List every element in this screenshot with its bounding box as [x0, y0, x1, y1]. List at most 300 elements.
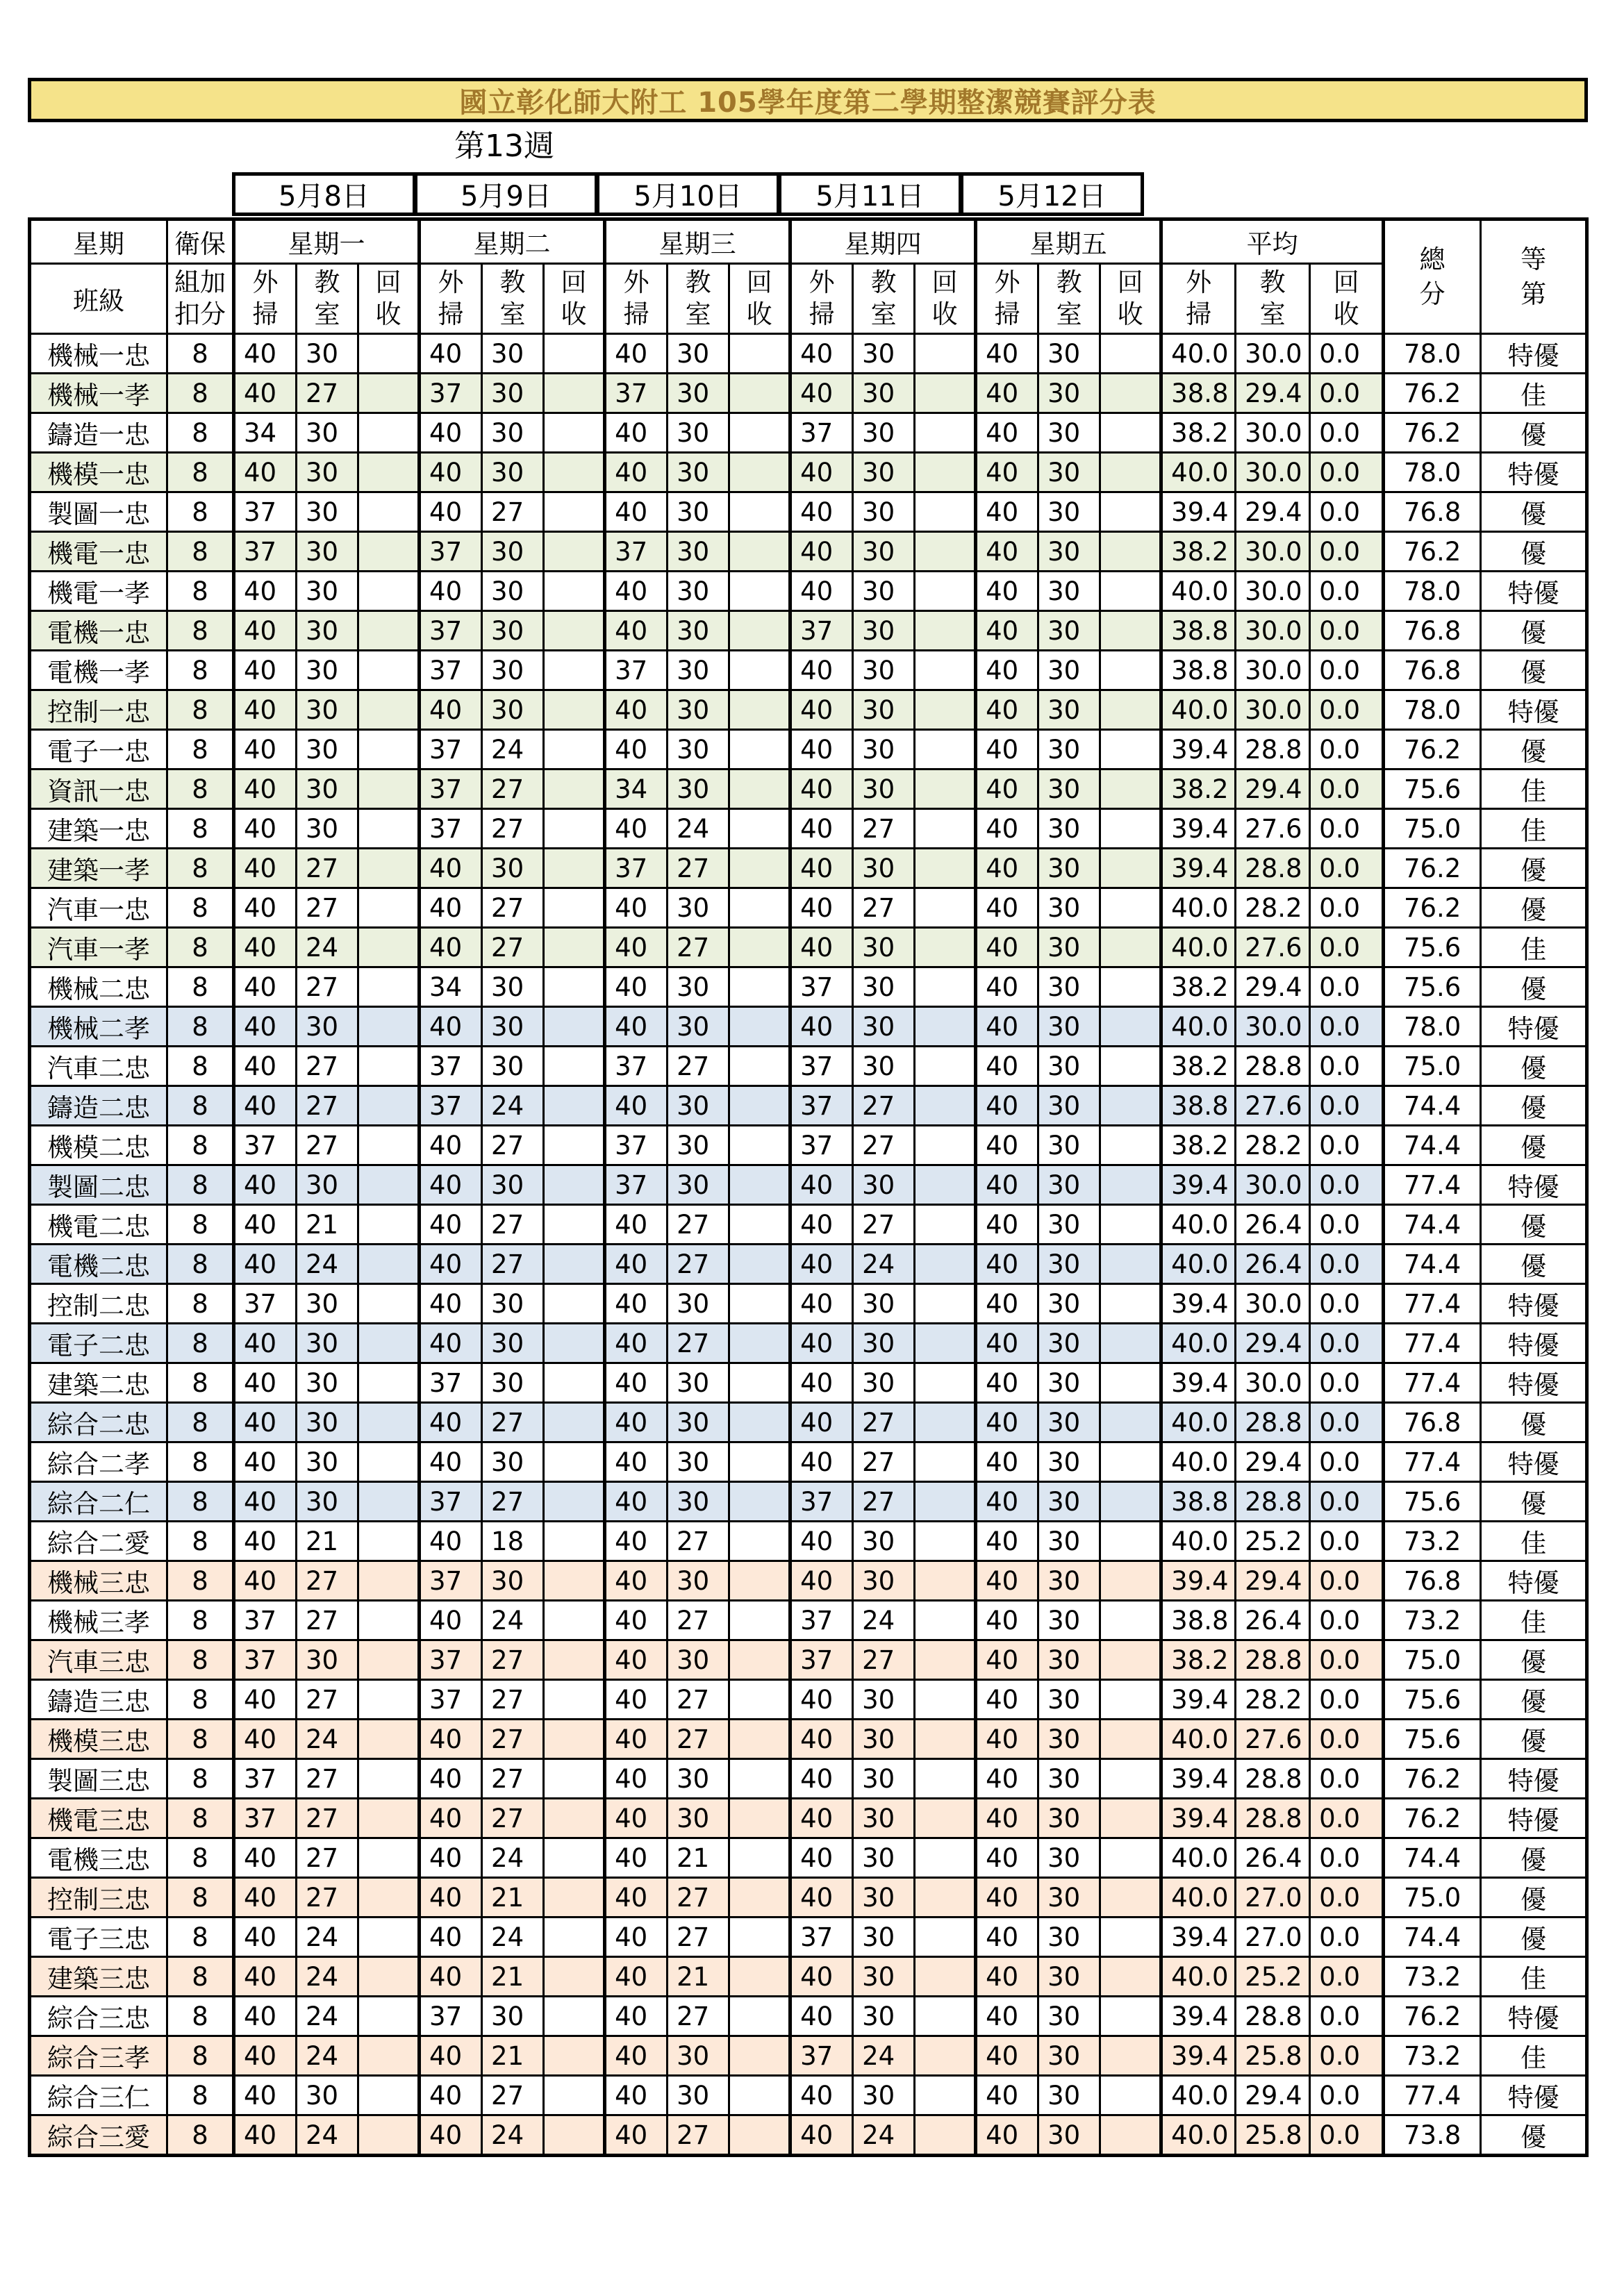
- cell-mon-outdoor: 37: [234, 1601, 297, 1640]
- cell-wed-recycle: [729, 1561, 790, 1601]
- subheader-tue-classroom: [482, 264, 544, 334]
- cell-grade: 特優: [1481, 1442, 1587, 1482]
- cell-avg-outdoor: 38.2: [1161, 1640, 1236, 1680]
- cell-total: 77.4: [1384, 1284, 1481, 1324]
- cell-avg-recycle: 0.0: [1310, 611, 1384, 651]
- cell-thu-recycle: [915, 611, 976, 651]
- cell-mon-outdoor: 40: [234, 849, 297, 888]
- subheader-wed-classroom: [668, 264, 729, 334]
- cell-wed-classroom: 30: [668, 492, 729, 532]
- cell-mon-outdoor: 40: [234, 1918, 297, 1957]
- cell-mon-recycle: [358, 611, 420, 651]
- cell-mon-classroom: 30: [297, 1363, 358, 1403]
- cell-wed-recycle: [729, 1680, 790, 1720]
- cell-total: 75.6: [1384, 928, 1481, 967]
- cell-mon-outdoor: 40: [234, 611, 297, 651]
- subheader-fri-recycle-bot: 收: [1117, 299, 1143, 329]
- cell-wed-recycle: [729, 1086, 790, 1126]
- weekday-label: 星期: [30, 219, 167, 264]
- header-row-1: [30, 219, 1587, 264]
- cell-tue-classroom: 30: [482, 453, 544, 492]
- cell-total: 73.2: [1384, 1957, 1481, 1997]
- cell-total: 78.0: [1384, 453, 1481, 492]
- cell-mon-outdoor: 40: [234, 1245, 297, 1284]
- cell-tue-classroom: 21: [482, 2036, 544, 2076]
- cell-mon-outdoor: 40: [234, 1205, 297, 1245]
- cell-wed-classroom: 30: [668, 1363, 729, 1403]
- cell-mon-recycle: [358, 1640, 420, 1680]
- cell-tue-classroom: 24: [482, 1838, 544, 1878]
- cell-mon-classroom: 24: [297, 1918, 358, 1957]
- cell-mon-classroom: 30: [297, 730, 358, 770]
- cell-tue-recycle: [544, 1363, 605, 1403]
- cell-tue-outdoor: 40: [420, 453, 482, 492]
- subheader-tue-classroom-bot: 室: [499, 299, 526, 329]
- cell-thu-recycle: [915, 1601, 976, 1640]
- cell-thu-outdoor: 37: [790, 1482, 853, 1522]
- cell-thu-outdoor: 37: [790, 1640, 853, 1680]
- cell-total: 77.4: [1384, 2076, 1481, 2115]
- cell-total: 76.2: [1384, 1997, 1481, 2036]
- cell-wed-recycle: [729, 1997, 790, 2036]
- cell-fri-classroom: 30: [1038, 1878, 1100, 1918]
- cell-avg-outdoor: 39.4: [1161, 1561, 1236, 1601]
- cell-tue-outdoor: 37: [420, 1482, 482, 1522]
- cell-avg-classroom: 26.4: [1236, 1838, 1310, 1878]
- cell-avg-outdoor: 38.2: [1161, 1126, 1236, 1165]
- cell-mon-classroom: 30: [297, 1284, 358, 1324]
- cell-thu-outdoor: 40: [790, 532, 853, 572]
- cell-class: 機電三忠: [30, 1799, 167, 1838]
- cell-deduct: 8: [167, 888, 234, 928]
- cell-thu-classroom: 30: [853, 1363, 915, 1403]
- cell-mon-outdoor: 40: [234, 1720, 297, 1759]
- cell-wed-outdoor: 40: [605, 1561, 668, 1601]
- cell-wed-outdoor: 40: [605, 690, 668, 730]
- cell-mon-recycle: [358, 1522, 420, 1561]
- cell-mon-outdoor: 40: [234, 1680, 297, 1720]
- cell-avg-recycle: 0.0: [1310, 1601, 1384, 1640]
- cell-deduct: 8: [167, 1482, 234, 1522]
- cell-fri-classroom: 30: [1038, 967, 1100, 1007]
- cell-fri-outdoor: 40: [976, 2115, 1038, 2156]
- cell-tue-classroom: 21: [482, 1957, 544, 1997]
- cell-avg-classroom: 29.4: [1236, 2076, 1310, 2115]
- cell-deduct: 8: [167, 611, 234, 651]
- cell-wed-classroom: 30: [668, 1799, 729, 1838]
- cell-avg-outdoor: 40.0: [1161, 1957, 1236, 1997]
- cell-avg-classroom: 30.0: [1236, 532, 1310, 572]
- cell-mon-recycle: [358, 413, 420, 453]
- cell-wed-classroom: 30: [668, 1165, 729, 1205]
- cell-avg-outdoor: 39.4: [1161, 1799, 1236, 1838]
- table-row: [30, 690, 1587, 730]
- cell-wed-recycle: [729, 690, 790, 730]
- cell-fri-outdoor: 40: [976, 1205, 1038, 1245]
- cell-avg-classroom: 30.0: [1236, 1007, 1310, 1047]
- cell-total: 73.2: [1384, 1522, 1481, 1561]
- cell-fri-recycle: [1100, 1561, 1161, 1601]
- subheader-thu-recycle: [915, 264, 976, 334]
- cell-thu-classroom: 30: [853, 1997, 915, 2036]
- cell-tue-recycle: [544, 888, 605, 928]
- cell-wed-recycle: [729, 1799, 790, 1838]
- cell-tue-classroom: 30: [482, 374, 544, 413]
- cell-avg-recycle: 0.0: [1310, 1086, 1384, 1126]
- cell-fri-outdoor: 40: [976, 1878, 1038, 1918]
- cell-wed-recycle: [729, 1205, 790, 1245]
- cell-avg-recycle: 0.0: [1310, 1442, 1384, 1482]
- total-header: [1384, 219, 1481, 334]
- cell-deduct: 8: [167, 334, 234, 374]
- subheader-avg-classroom: [1236, 264, 1310, 334]
- cell-mon-classroom: 30: [297, 492, 358, 532]
- cell-avg-outdoor: 40.0: [1161, 2076, 1236, 2115]
- cell-wed-recycle: [729, 532, 790, 572]
- cell-avg-outdoor: 39.4: [1161, 1284, 1236, 1324]
- cell-tue-recycle: [544, 1403, 605, 1442]
- cell-thu-outdoor: 40: [790, 690, 853, 730]
- cell-deduct: 8: [167, 2076, 234, 2115]
- cell-tue-classroom: 27: [482, 2076, 544, 2115]
- cell-fri-recycle: [1100, 1918, 1161, 1957]
- cell-mon-recycle: [358, 1838, 420, 1878]
- cell-thu-recycle: [915, 730, 976, 770]
- cell-thu-classroom: 24: [853, 2036, 915, 2076]
- cell-tue-outdoor: 40: [420, 1878, 482, 1918]
- cell-thu-classroom: 24: [853, 1245, 915, 1284]
- subheader-wed-recycle-bot: 收: [746, 299, 772, 329]
- cell-class: 汽車三忠: [30, 1640, 167, 1680]
- cell-tue-outdoor: 37: [420, 1640, 482, 1680]
- cell-mon-recycle: [358, 770, 420, 809]
- cell-mon-recycle: [358, 1680, 420, 1720]
- cell-tue-classroom: 24: [482, 2115, 544, 2156]
- cell-fri-outdoor: 40: [976, 1601, 1038, 1640]
- cell-total: 74.4: [1384, 1126, 1481, 1165]
- cell-avg-classroom: 27.6: [1236, 809, 1310, 849]
- cell-mon-classroom: 30: [297, 1442, 358, 1482]
- cell-avg-outdoor: 40.0: [1161, 1522, 1236, 1561]
- cell-avg-outdoor: 38.8: [1161, 374, 1236, 413]
- subheader-mon-classroom-bot: 室: [314, 299, 340, 329]
- cell-deduct: 8: [167, 1245, 234, 1284]
- cell-wed-classroom: 30: [668, 413, 729, 453]
- cell-deduct: 8: [167, 1126, 234, 1165]
- cell-thu-outdoor: 40: [790, 1442, 853, 1482]
- cell-wed-outdoor: 40: [605, 1086, 668, 1126]
- cell-grade: 特優: [1481, 1165, 1587, 1205]
- cell-fri-recycle: [1100, 1205, 1161, 1245]
- cell-avg-recycle: 0.0: [1310, 928, 1384, 967]
- cell-total: 75.0: [1384, 809, 1481, 849]
- cell-avg-recycle: 0.0: [1310, 1640, 1384, 1680]
- cell-grade: 特優: [1481, 2076, 1587, 2115]
- cell-deduct: 8: [167, 809, 234, 849]
- cell-avg-outdoor: 39.4: [1161, 1680, 1236, 1720]
- cell-avg-recycle: 0.0: [1310, 334, 1384, 374]
- cell-total: 75.0: [1384, 1878, 1481, 1918]
- cell-thu-recycle: [915, 1482, 976, 1522]
- cell-wed-outdoor: 40: [605, 572, 668, 611]
- cell-wed-classroom: 27: [668, 1601, 729, 1640]
- cell-avg-recycle: 0.0: [1310, 888, 1384, 928]
- cell-class: 控制二忠: [30, 1284, 167, 1324]
- cell-thu-outdoor: 40: [790, 572, 853, 611]
- cell-mon-outdoor: 37: [234, 1799, 297, 1838]
- subheader-fri-outdoor-top: 外: [994, 267, 1020, 297]
- cell-fri-recycle: [1100, 1997, 1161, 2036]
- cell-wed-classroom: 27: [668, 1918, 729, 1957]
- table-row: [30, 2115, 1587, 2156]
- cell-avg-recycle: 0.0: [1310, 1482, 1384, 1522]
- table-row: [30, 809, 1587, 849]
- cell-fri-outdoor: 40: [976, 1680, 1038, 1720]
- subheader-fri-classroom: [1038, 264, 1100, 334]
- cell-thu-recycle: [915, 1522, 976, 1561]
- cell-thu-classroom: 27: [853, 1442, 915, 1482]
- cell-grade: 優: [1481, 967, 1587, 1007]
- cell-thu-recycle: [915, 1878, 976, 1918]
- cell-thu-classroom: 30: [853, 770, 915, 809]
- cell-fri-classroom: 30: [1038, 1284, 1100, 1324]
- average-header: 平均: [1161, 219, 1384, 264]
- cell-deduct: 8: [167, 1047, 234, 1086]
- cell-grade: 優: [1481, 611, 1587, 651]
- cell-mon-recycle: [358, 1759, 420, 1799]
- cell-tue-outdoor: 40: [420, 1957, 482, 1997]
- cell-wed-recycle: [729, 809, 790, 849]
- cell-mon-outdoor: 40: [234, 1522, 297, 1561]
- cell-mon-classroom: 30: [297, 334, 358, 374]
- cell-mon-classroom: 24: [297, 2115, 358, 2156]
- cell-avg-classroom: 30.0: [1236, 690, 1310, 730]
- cell-tue-classroom: 30: [482, 413, 544, 453]
- cell-fri-classroom: 30: [1038, 572, 1100, 611]
- cell-tue-classroom: 30: [482, 1007, 544, 1047]
- cell-fri-recycle: [1100, 572, 1161, 611]
- cell-thu-recycle: [915, 1640, 976, 1680]
- date-cell-thu: 5月11日: [778, 172, 962, 216]
- cell-avg-recycle: 0.0: [1310, 1126, 1384, 1165]
- cell-wed-recycle: [729, 2036, 790, 2076]
- cell-wed-classroom: 30: [668, 1284, 729, 1324]
- cell-wed-outdoor: 40: [605, 492, 668, 532]
- cell-avg-outdoor: 40.0: [1161, 453, 1236, 492]
- date-cell-tue: 5月9日: [414, 172, 598, 216]
- cell-fri-classroom: 30: [1038, 1007, 1100, 1047]
- cell-mon-outdoor: 40: [234, 572, 297, 611]
- page-title: 國立彰化師大附工 105學年度第二學期整潔競賽評分表: [28, 78, 1588, 122]
- cell-tue-outdoor: 37: [420, 730, 482, 770]
- deduct-label-bot: 扣分: [174, 299, 226, 329]
- cell-wed-classroom: 27: [668, 1245, 729, 1284]
- cell-tue-classroom: 27: [482, 1482, 544, 1522]
- cell-wed-classroom: 27: [668, 2115, 729, 2156]
- cell-class: 機模一忠: [30, 453, 167, 492]
- cell-avg-classroom: 27.6: [1236, 1720, 1310, 1759]
- cell-total: 77.4: [1384, 1363, 1481, 1403]
- cell-avg-recycle: 0.0: [1310, 413, 1384, 453]
- cell-tue-recycle: [544, 1284, 605, 1324]
- cell-grade: 優: [1481, 1680, 1587, 1720]
- cell-fri-classroom: 30: [1038, 413, 1100, 453]
- cell-mon-recycle: [358, 334, 420, 374]
- cell-fri-recycle: [1100, 1799, 1161, 1838]
- cell-total: 73.2: [1384, 1601, 1481, 1640]
- cell-thu-classroom: 30: [853, 532, 915, 572]
- cell-wed-classroom: 30: [668, 730, 729, 770]
- cell-class: 電子二忠: [30, 1324, 167, 1363]
- cell-mon-outdoor: 40: [234, 730, 297, 770]
- cell-grade: 優: [1481, 1918, 1587, 1957]
- cell-avg-recycle: 0.0: [1310, 1403, 1384, 1442]
- cell-fri-outdoor: 40: [976, 413, 1038, 453]
- cell-avg-classroom: 28.2: [1236, 1126, 1310, 1165]
- cell-avg-outdoor: 39.4: [1161, 809, 1236, 849]
- cell-thu-outdoor: 40: [790, 1720, 853, 1759]
- cell-thu-classroom: 27: [853, 888, 915, 928]
- cell-thu-classroom: 30: [853, 651, 915, 690]
- subheader-thu-outdoor: [790, 264, 853, 334]
- cell-fri-recycle: [1100, 1442, 1161, 1482]
- cell-mon-outdoor: 40: [234, 1838, 297, 1878]
- cell-wed-outdoor: 40: [605, 2115, 668, 2156]
- cell-mon-recycle: [358, 1363, 420, 1403]
- cell-tue-outdoor: 40: [420, 690, 482, 730]
- cell-wed-classroom: 27: [668, 1997, 729, 2036]
- cell-class: 建築一忠: [30, 809, 167, 849]
- cell-tue-recycle: [544, 1086, 605, 1126]
- cell-thu-classroom: 30: [853, 1878, 915, 1918]
- cell-wed-outdoor: 40: [605, 1522, 668, 1561]
- subheader-tue-outdoor-top: 外: [438, 267, 464, 297]
- table-row: [30, 1640, 1587, 1680]
- cell-deduct: 8: [167, 1165, 234, 1205]
- cell-deduct: 8: [167, 1838, 234, 1878]
- cell-thu-recycle: [915, 334, 976, 374]
- cell-fri-recycle: [1100, 2036, 1161, 2076]
- cell-wed-recycle: [729, 1522, 790, 1561]
- cell-mon-classroom: 30: [297, 651, 358, 690]
- cell-mon-outdoor: 40: [234, 1878, 297, 1918]
- cell-wed-recycle: [729, 453, 790, 492]
- cell-thu-outdoor: 40: [790, 1838, 853, 1878]
- cell-wed-outdoor: 40: [605, 1918, 668, 1957]
- cell-tue-recycle: [544, 1878, 605, 1918]
- cell-fri-recycle: [1100, 1007, 1161, 1047]
- cell-thu-classroom: 27: [853, 809, 915, 849]
- cell-wed-classroom: 30: [668, 532, 729, 572]
- cell-mon-recycle: [358, 809, 420, 849]
- cell-tue-classroom: 27: [482, 928, 544, 967]
- cell-wed-outdoor: 37: [605, 1126, 668, 1165]
- cell-mon-classroom: 27: [297, 1799, 358, 1838]
- cell-wed-classroom: 30: [668, 770, 729, 809]
- cell-deduct: 8: [167, 492, 234, 532]
- cell-mon-classroom: 27: [297, 1838, 358, 1878]
- cell-thu-outdoor: 40: [790, 453, 853, 492]
- cell-avg-outdoor: 39.4: [1161, 730, 1236, 770]
- table-row: [30, 1086, 1587, 1126]
- cell-grade: 優: [1481, 1403, 1587, 1442]
- cell-avg-recycle: 0.0: [1310, 1997, 1384, 2036]
- cell-thu-outdoor: 37: [790, 413, 853, 453]
- cell-fri-classroom: 30: [1038, 1799, 1100, 1838]
- cell-fri-classroom: 30: [1038, 690, 1100, 730]
- table-row: [30, 1205, 1587, 1245]
- cell-thu-outdoor: 40: [790, 1007, 853, 1047]
- cell-fri-outdoor: 40: [976, 1007, 1038, 1047]
- cell-class: 汽車一忠: [30, 888, 167, 928]
- cell-tue-outdoor: 37: [420, 611, 482, 651]
- subheader-tue-recycle: [544, 264, 605, 334]
- cell-mon-recycle: [358, 1918, 420, 1957]
- subheader-tue-outdoor-bot: 掃: [438, 299, 464, 329]
- cell-total: 77.4: [1384, 1324, 1481, 1363]
- cell-fri-classroom: 30: [1038, 651, 1100, 690]
- cell-wed-outdoor: 40: [605, 1997, 668, 2036]
- subheader-avg-recycle-top: 回: [1333, 267, 1359, 297]
- cell-thu-recycle: [915, 492, 976, 532]
- cell-tue-outdoor: 37: [420, 1363, 482, 1403]
- cell-avg-outdoor: 40.0: [1161, 1245, 1236, 1284]
- cell-tue-recycle: [544, 334, 605, 374]
- cell-avg-recycle: 0.0: [1310, 730, 1384, 770]
- cell-mon-classroom: 21: [297, 1522, 358, 1561]
- cell-tue-outdoor: 40: [420, 2076, 482, 2115]
- cell-wed-outdoor: 40: [605, 1324, 668, 1363]
- cell-thu-classroom: 27: [853, 1126, 915, 1165]
- cell-avg-classroom: 29.4: [1236, 1442, 1310, 1482]
- cell-fri-classroom: 30: [1038, 888, 1100, 928]
- cell-fri-recycle: [1100, 809, 1161, 849]
- cell-deduct: 8: [167, 1522, 234, 1561]
- cell-grade: 佳: [1481, 928, 1587, 967]
- cell-wed-classroom: 30: [668, 690, 729, 730]
- cell-class: 鑄造一忠: [30, 413, 167, 453]
- cell-avg-recycle: 0.0: [1310, 967, 1384, 1007]
- cell-fri-classroom: 30: [1038, 1047, 1100, 1086]
- cell-avg-classroom: 27.6: [1236, 928, 1310, 967]
- cell-tue-outdoor: 40: [420, 1284, 482, 1324]
- table-row: [30, 651, 1587, 690]
- cell-avg-outdoor: 40.0: [1161, 1205, 1236, 1245]
- cell-grade: 特優: [1481, 1007, 1587, 1047]
- cell-tue-classroom: 27: [482, 770, 544, 809]
- subheader-wed-outdoor-top: 外: [623, 267, 649, 297]
- cell-mon-classroom: 27: [297, 849, 358, 888]
- cell-avg-outdoor: 38.8: [1161, 1601, 1236, 1640]
- cell-mon-recycle: [358, 690, 420, 730]
- cell-fri-classroom: 30: [1038, 770, 1100, 809]
- cell-avg-recycle: 0.0: [1310, 1561, 1384, 1601]
- cell-total: 74.4: [1384, 1918, 1481, 1957]
- cell-grade: 佳: [1481, 374, 1587, 413]
- cell-mon-classroom: 30: [297, 770, 358, 809]
- cell-avg-classroom: 30.0: [1236, 1165, 1310, 1205]
- cell-fri-recycle: [1100, 1680, 1161, 1720]
- cell-grade: 特優: [1481, 1561, 1587, 1601]
- subheader-mon-recycle-bot: 收: [375, 299, 401, 329]
- cell-fri-outdoor: 40: [976, 374, 1038, 413]
- cell-wed-outdoor: 40: [605, 928, 668, 967]
- cell-fri-recycle: [1100, 1126, 1161, 1165]
- cell-tue-outdoor: 40: [420, 1205, 482, 1245]
- cell-avg-recycle: 0.0: [1310, 1799, 1384, 1838]
- cell-fri-recycle: [1100, 1363, 1161, 1403]
- cell-thu-classroom: 30: [853, 1284, 915, 1324]
